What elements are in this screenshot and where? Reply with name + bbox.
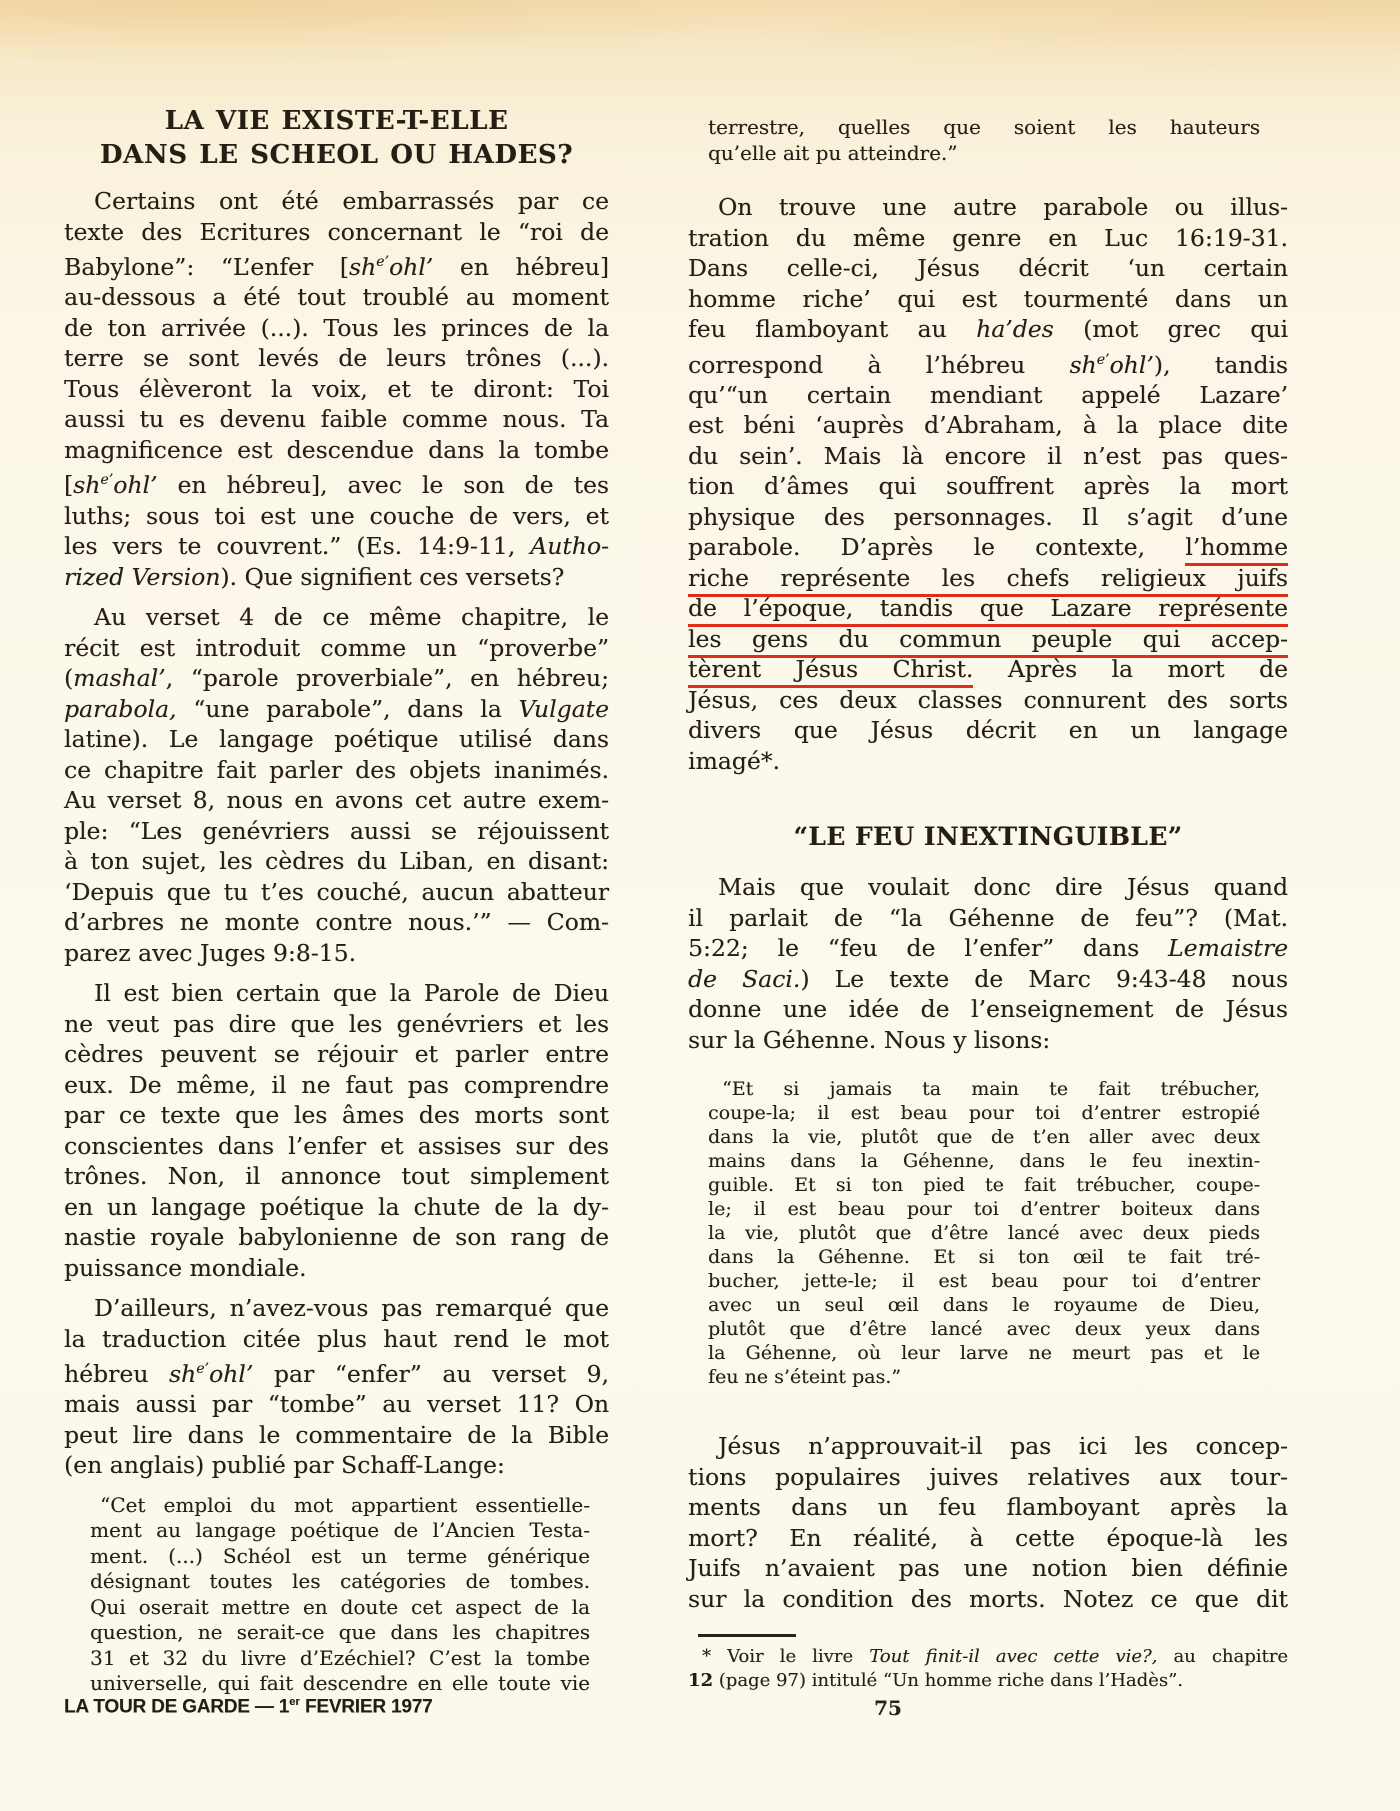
paragraph <box>688 872 1288 1055</box>
text-line: Juifs n’avaient pas une notion bien définie <box>688 1554 1288 1583</box>
text-line: nastie royale babylonienne de son rang de <box>64 1223 609 1252</box>
text-line: désignant toutes les catégories de tombes. <box>90 1569 590 1594</box>
text-line: physique des personnages. Il s’agit d’une <box>688 502 1288 531</box>
text-line: en un langage poétique la chute de la dy- <box>64 1192 609 1221</box>
text-line: de ton arrivée (...). Tous les princes de la <box>64 313 609 342</box>
article-heading-line1: LA VIE EXISTE-T-ELLE <box>164 106 509 136</box>
text-line: le; il est beau pour toi d’entrer boiteux dans <box>708 1198 1260 1221</box>
text-line: qu’elle ait pu atteindre.” <box>708 141 958 165</box>
text-line: mais aussi par “tombe” au verset 11? On <box>64 1390 609 1419</box>
text-line: ple: “Les genévriers aussi se réjouissent <box>64 816 609 845</box>
text-line: la Géhenne, où leur larve ne meurt pas et le <box>708 1342 1260 1365</box>
article-heading-line2: DANS LE SCHEOL OU HADES? <box>99 140 574 170</box>
paragraph <box>688 1431 1288 1614</box>
section-heading: “LE FEU INEXTINGUIBLE” <box>793 822 1183 852</box>
text-line: ment. (...) Schéol est un terme générique <box>90 1543 590 1568</box>
text-line: conscientes dans l’enfer et assises sur des <box>64 1131 609 1160</box>
page-number: 75 <box>874 1696 902 1720</box>
text-line: de l’époque, tandis que Lazare représente <box>688 593 1288 624</box>
text-line: Qui oserait mettre en doute cet aspect de la <box>90 1594 590 1619</box>
text-line: Dans celle-ci, Jésus décrit ‘un certain <box>688 254 1288 282</box>
text-line: D’ailleurs, n’avez-vous pas remarqué que <box>94 1294 609 1323</box>
text-line: (en anglais) publié par Schaff-Lange: <box>64 1451 505 1480</box>
text-line: * Voir le livre Tout finit-il avec cette vie?, au chapitre <box>702 1646 1289 1668</box>
text-line: parabola, “une parabole”, dans la Vulgate <box>64 694 609 723</box>
text-line: 12 (page 97) intitulé “Un homme riche dans l’Hadès”. <box>688 1670 1183 1692</box>
text-line: ce chapitre fait parler des objets inanimés. <box>64 755 609 784</box>
text-line: trônes. Non, il annonce tout simplement <box>64 1162 609 1191</box>
text-line: est béni ‘auprès d’Abraham, à la place dite <box>688 411 1288 440</box>
text-line: donne une idée de l’enseignement de Jésus <box>688 995 1288 1024</box>
text-line: ne veut pas dire que les genévriers et les <box>64 1009 609 1038</box>
text-line: magnificence est descendue dans la tombe <box>64 435 609 464</box>
text-line: de Saci.) Le texte de Marc 9:43-48 nous <box>688 964 1289 993</box>
paragraph <box>64 186 609 592</box>
article-heading <box>64 104 609 172</box>
text-line: Certains ont été embarrassés par ce <box>94 187 609 215</box>
text-line: bucher, jette-le; il est beau pour toi d’entrer <box>708 1270 1260 1293</box>
text-line: qu’“un certain mendiant appelé Lazare’ <box>688 380 1288 409</box>
text-line: les vers te couvrent.” (Es. 14:9-11, Autho- <box>64 532 609 561</box>
block-quote-continuation <box>708 114 1260 166</box>
text-line: récit est introduit comme un “proverbe” <box>64 633 609 662</box>
text-line: par ce texte que les âmes des morts sont <box>64 1101 609 1130</box>
paragraph <box>64 978 609 1283</box>
block-quote <box>90 1493 590 1697</box>
text-line: feu flamboyant au ha’des (mot grec qui <box>688 315 1288 343</box>
text-line: feu ne s’éteint pas.” <box>708 1366 901 1389</box>
text-line: d’arbres ne monte contre nous.’” — Com- <box>64 908 609 937</box>
text-line: universelle, qui fait descendre en elle toute vie <box>90 1671 590 1696</box>
text-line: parez avec Juges 9:8-15. <box>64 938 357 967</box>
text-line: Tous élèveront la voix, et te diront: Toi <box>64 374 609 403</box>
paragraph <box>64 1293 609 1481</box>
text-line: homme riche’ qui est tourmenté dans un <box>688 284 1288 313</box>
text-line: Jésus, ces deux classes connurent des sorts <box>688 685 1288 714</box>
text-line: coupe-la; il est beau pour toi d’entrer estropié <box>708 1102 1260 1125</box>
text-line: la vie, plutôt que d’être lancé avec deux pieds <box>708 1222 1260 1245</box>
text-line: parabole. D’après le contexte, l’homme <box>688 532 1288 563</box>
text-line: “Et si jamais ta main te fait trébucher, <box>722 1078 1260 1101</box>
text-line: (mashal’, “parole proverbiale”, en hébreu; <box>64 664 609 693</box>
text-line: mains dans la Géhenne, dans le feu inextin- <box>708 1150 1260 1173</box>
text-line: la traduction citée plus haut rend le mot <box>64 1324 609 1353</box>
text-line: 31 et 32 du livre d’Ezéchiel? C’est la tombe <box>90 1645 590 1670</box>
left-column <box>64 104 609 1697</box>
text-line: imagé*. <box>688 746 780 775</box>
paragraph <box>64 602 609 968</box>
text-line: terrestre, quelles que soient les hauteurs <box>708 115 1260 139</box>
text-line: peut lire dans le commentaire de la Bible <box>64 1420 609 1449</box>
text-line: On trouve une autre parabole ou illus- <box>718 193 1288 221</box>
text-line: du sein’. Mais là encore il n’est pas ques- <box>688 441 1288 470</box>
text-line: ‘Depuis que tu t’es couché, aucun abatteur <box>64 877 609 906</box>
paragraph <box>688 192 1288 776</box>
text-line: les gens du commun peuple qui accep- <box>688 624 1288 655</box>
block-quote <box>708 1077 1260 1389</box>
text-line: guible. Et si ton pied te fait trébucher, coupe- <box>708 1174 1260 1197</box>
text-line: sur la condition des morts. Notez ce que dit <box>688 1584 1288 1613</box>
text-line: avec un seul œil dans le royaume de Dieu, <box>708 1294 1260 1317</box>
text-line: Au verset 8, nous en avons cet autre exem- <box>64 786 609 815</box>
text-line: “Cet emploi du mot appartient essentielle- <box>100 1492 590 1517</box>
text-line: hébreu $sh^{e’}ohl$’ par “enfer” au verset 9, <box>64 1359 609 1388</box>
text-line: sur la Géhenne. Nous y lisons: <box>688 1025 1051 1054</box>
text-line: à ton sujet, les cèdres du Liban, en disant: <box>64 847 609 876</box>
text-line: Babylone”: “L’enfer [$sh^{e’}ohl$’ en hébreu] <box>64 252 610 281</box>
text-line: texte des Ecritures concernant le “roi de <box>64 217 609 246</box>
text-line: mort? En réalité, à cette époque-là les <box>688 1523 1288 1552</box>
right-column <box>688 114 1288 1693</box>
text-line: tion d’âmes qui souffrent après la mort <box>688 472 1288 501</box>
text-line: aussi tu es devenu faible comme nous. Ta <box>64 405 609 434</box>
text-line: dans la Géhenne. Et si ton œil te fait tré- <box>708 1246 1260 1269</box>
text-line: rized Version). Que signifient ces versets? <box>64 562 565 591</box>
text-line: tions populaires juives relatives aux tour- <box>688 1462 1288 1491</box>
text-line: Mais que voulait donc dire Jésus quand <box>718 873 1288 902</box>
text-line: tration du même genre en Luc 16:19-31. <box>688 223 1288 252</box>
text-line: riche représente les chefs religieux juifs <box>688 563 1288 594</box>
text-line: au-dessous a été tout troublé au moment <box>64 283 609 312</box>
text-line: puissance mondiale. <box>64 1253 307 1282</box>
running-footer: LA TOUR DE GARDE — 1er FEVRIER 1977 <box>64 1696 433 1718</box>
text-line: luths; sous toi est une couche de vers, et <box>64 501 609 530</box>
text-line: plutôt que d’être lancé avec deux yeux dans <box>708 1318 1260 1341</box>
text-line: il parlait de “la Géhenne de feu”? (Mat. <box>688 903 1288 932</box>
text-line: [$sh^{e’}ohl$’ en hébreu], avec le son de tes <box>64 471 609 500</box>
text-line: 5:22; le “feu de l’enfer” dans Lemaistre <box>688 934 1288 963</box>
text-line: dans la vie, plutôt que de t’en aller avec deux <box>708 1126 1260 1149</box>
text-line: divers que Jésus décrit en un langage <box>688 716 1288 745</box>
text-line: eux. De même, il ne faut pas comprendre <box>64 1070 609 1099</box>
text-line: ments dans un feu flamboyant après la <box>688 1493 1288 1522</box>
text-line: Il est bien certain que la Parole de Dieu <box>94 979 609 1008</box>
text-line: terre se sont levés de leurs trônes (...). <box>64 344 609 373</box>
text-line: latine). Le langage poétique utilisé dans <box>64 725 609 754</box>
text-line: cèdres peuvent se réjouir et parler entre <box>64 1040 609 1069</box>
text-line: correspond à l’hébreu $sh^{e’}ohl$’), tandis <box>688 350 1288 379</box>
footnote <box>688 1645 1288 1693</box>
text-line: Au verset 4 de ce même chapitre, le <box>94 603 609 632</box>
footnote-rule <box>698 1634 796 1637</box>
text-line: Jésus n’approuvait-il pas ici les concep- <box>718 1432 1288 1461</box>
text-line: tèrent Jésus Christ. Après la mort de <box>688 654 1288 685</box>
text-line: question, ne serait-ce que dans les chapitres <box>90 1620 590 1645</box>
text-line: ment au langage poétique de l’Ancien Testa- <box>90 1518 590 1543</box>
